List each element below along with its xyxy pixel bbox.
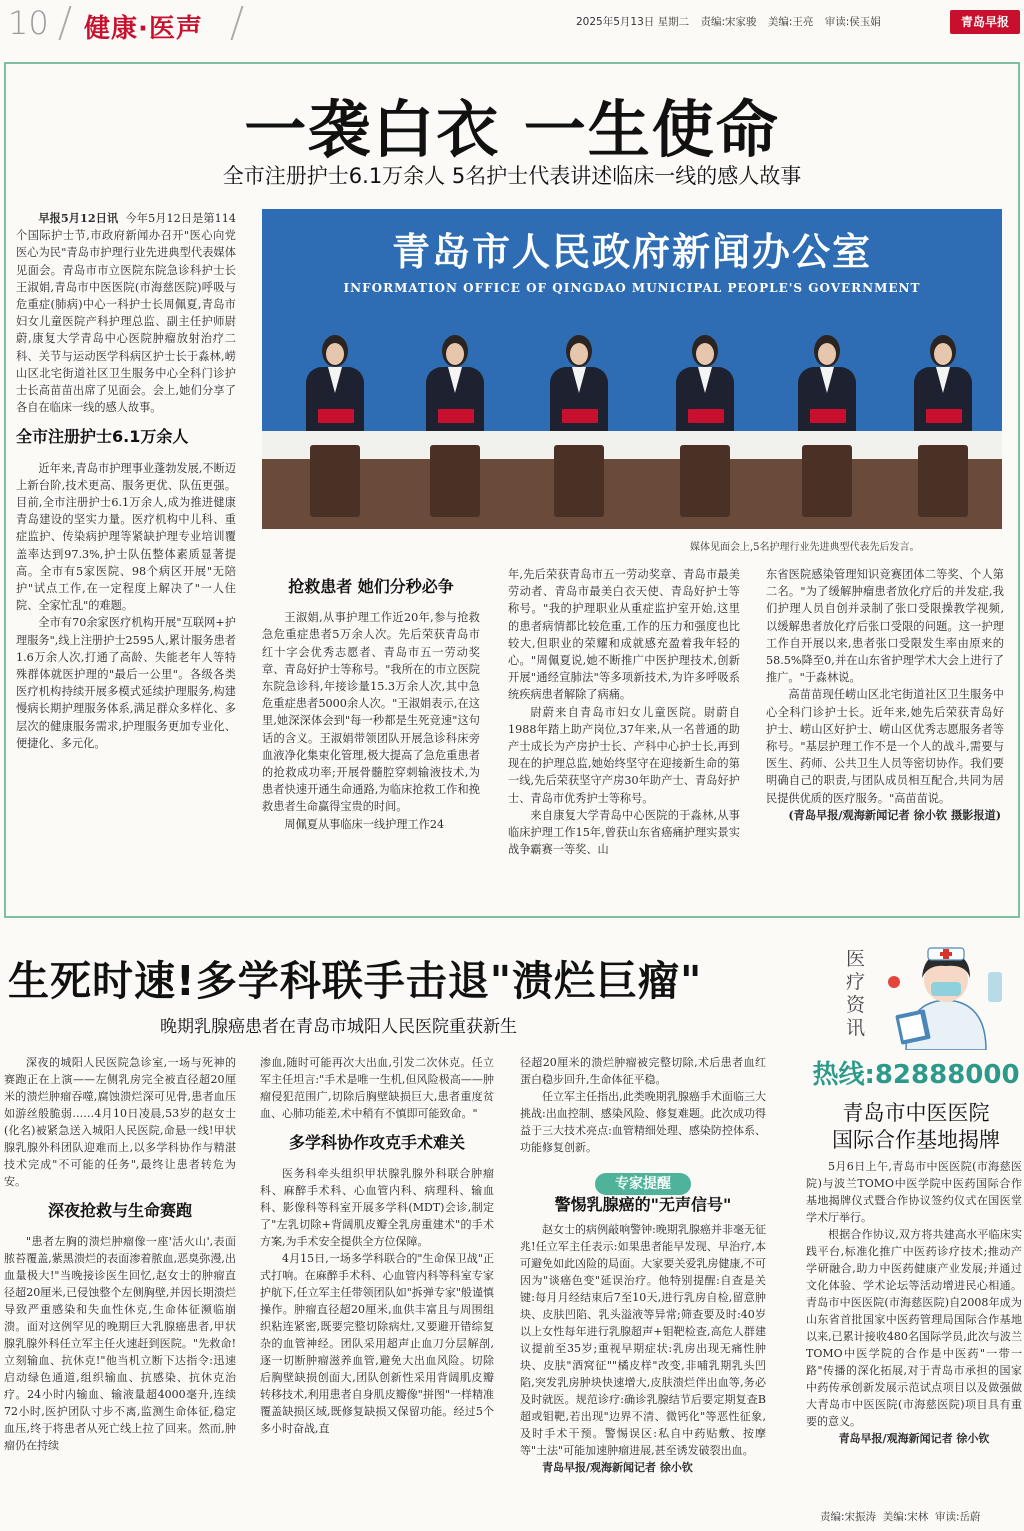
- nurse-illustration-icon: [876, 942, 1016, 1050]
- proofreader-credit: 审读:岳蔚: [934, 1511, 981, 1523]
- masthead-divider: [58, 6, 71, 40]
- lead-paragraph: 深夜的城阳人民医院急诊室,一场与死神的赛跑正在上演——左侧乳房完全被直径超20厘米的溃烂肿瘤吞噬,腐蚀溃烂深可见骨,患者血压如游丝般脆弱……4月10日凌晨,53岁的赵女士(化名)被紧急送入城阳人民医院,命悬一线!甲状腺乳腺外科团队迎难而上,以多学科协作与精湛技术完成"不可能的任务",最终让患者转危为安。: [4, 1056, 236, 1188]
- paragraph: 尉蔚来自青岛市妇女儿童医院。尉蔚自1988年踏上助产岗位,37年来,从一名普通的助产士成长为产房护士长、产科中心护士长,再到现在的护理总监,她始终坚守在迎接新生命的第一线,先后荣获坚守产房30年助产士、青岛好护士、青岛市优秀护士等称号。: [508, 705, 740, 805]
- chair: [918, 445, 968, 517]
- paragraph: 年,先后荣获青岛市五一劳动奖章、青岛市最美劳动者、青岛市最美白衣天使、青岛好护士等称号。"我的护理职业从重症监护室开始,这里的患者病情都比较危重,工作的压力和强度也比较大,但职业的荣耀和成就感充盈着我年轻的心。"周佩夏说,她不断推广中医护理技术,创新开展"通经宣肺法"等多项新技术,为许多呼吸系统疾病患者解除了病痛。: [508, 568, 740, 702]
- nameplate: [926, 409, 962, 423]
- nameplate: [318, 409, 354, 423]
- bottom-article-headline: 生死时速!多学科联手击退"溃烂巨瘤": [8, 957, 703, 1005]
- masthead-divider: [230, 6, 243, 40]
- paragraph: 来自康复大学青岛中心医院的于淼林,从事临床护理工作15年,曾获山东省癌痛护理实景实战争霸赛一等奖、山: [508, 808, 740, 857]
- sidebar-body: [806, 1158, 1022, 1504]
- masthead-meta: [576, 14, 889, 29]
- paragraph: 渗血,随时可能再次大出血,引发二次休克。任立军主任坦言:"手术是唯一生机,但风险极高——肿瘤侵犯范围广,切除后胸壁缺损巨大,患者重度贫血、心肺功能差,术中稍有不慎即可能致命。": [260, 1056, 494, 1120]
- paragraph: 赵女士的病例敲响警钟:晚期乳腺癌并非毫无征兆!任立军主任表示:如果患者能早发现、早治疗,本可避免如此凶险的局面。大家要关爱乳房健康,不可因为"谈癌色变"延误治疗。他特别提醒:自查是关键:每月月经结束后7至10天,进行乳房自检,留意肿块、皮肤凹陷、乳头溢液等异常;筛查要及时:40岁以上女性每年进行乳腺超声+钼靶检查,高危人群建议提前至35岁;重视早期症状:乳房出现无痛性肿块、皮肤"酒窝征""橘皮样"改变,非哺乳期乳头凹陷,突发乳房肿块快速增大,皮肤溃烂伴出血等,务必及时就医。规范诊疗:确诊乳腺结节后要定期复查B超或钼靶,若出现"边界不清、微钙化"等恶性征象,及时手术干预。警惕误区:私自中药贴敷、按摩等"土法"可能加速肿瘤进展,甚至诱发破裂出血。: [520, 1223, 766, 1457]
- chair: [430, 445, 480, 517]
- bottom-article-column-2: [260, 1054, 494, 1530]
- page-number: 10: [8, 4, 49, 42]
- bottom-article-subheadline: 晚期乳腺癌患者在青岛市城阳人民医院重获新生: [160, 1017, 517, 1037]
- dateline: 早报5月12日讯: [38, 211, 119, 225]
- byline: (青岛早报/观海新闻记者 徐小钦 摄影报道): [788, 807, 1002, 822]
- newspaper-logo: 青岛早报: [950, 10, 1020, 34]
- paragraph: 东省医院感染管理知识竞赛团体二等奖、个人第二名。"为了缓解肿瘤患者放化疗后的并发症,我们护理人员自创并录制了张口受限操教学视频,以缓解患者放化疗后张口受限的问题。这一护理工作自开展以来,患者张口受限发生率由原来的58.5%降至0,并在山东省护理学术大会上进行了推广。"于淼林说。: [766, 568, 1004, 685]
- top-article-column-3: [508, 566, 740, 902]
- sidebar-headline: 国际合作基地揭牌: [832, 1128, 1000, 1152]
- chair: [310, 445, 360, 517]
- paragraph: 径超20厘米的溃烂肿瘤被完整切除,术后患者血红蛋白稳步回升,生命体征平稳。: [520, 1056, 766, 1086]
- paragraph: 5月6日上午,青岛市中医医院(市海慈医院)与波兰TOMO中医学院中医药国际合作基地揭牌仪式暨合作协议签约仪式在国医堂学术厅举行。: [806, 1160, 1022, 1224]
- speaker-figure: [792, 335, 862, 445]
- chair: [554, 445, 604, 517]
- nameplate: [688, 409, 724, 423]
- speaker-figure: [670, 335, 740, 445]
- nameplate: [562, 409, 598, 423]
- paragraph: 周佩夏从事临床一线护理工作24: [284, 817, 445, 831]
- issue-date: 2025年5月13日 星期二: [576, 16, 690, 28]
- expert-tip-title: 警惕乳腺癌的"无声信号": [554, 1196, 732, 1214]
- nameplate: [438, 409, 474, 423]
- backdrop-subtitle: INFORMATION OFFICE OF QINGDAO MUNICIPAL PEOPLE'S GOVERNMENT: [343, 281, 921, 295]
- backdrop-title: 青岛市人民政府新闻办公室: [391, 230, 872, 274]
- hotline-number: 热线:82888000: [812, 1060, 1020, 1090]
- sidebar-headline: 青岛市中医医院: [842, 1101, 990, 1125]
- footer-credits: [820, 1509, 981, 1524]
- bottom-article-column-3: [520, 1054, 766, 1172]
- subsection-title: 全市注册护士6.1万余人: [16, 427, 189, 447]
- paragraph: 医务科牵头组织甲状腺乳腺外科联合肿瘤科、麻醉手术科、心血管内科、病理科、输血科、影像科等科室开展多学科(MDT)会诊,制定了"左乳切除+背阔肌皮瓣全乳房重建术"的手术方案,为手术安全提供全方位保障。: [260, 1167, 494, 1248]
- chair: [802, 445, 852, 517]
- subsection-title: 抢救患者 她们分秒必争: [288, 577, 454, 596]
- sidebar-label: 医疗资讯: [846, 948, 866, 1039]
- speaker-figure: [300, 335, 370, 445]
- photo-table: [262, 431, 1002, 459]
- top-article-column-2: [262, 566, 480, 902]
- press-conference-photo: [262, 209, 1002, 529]
- designer-credit: 美编:王亮: [767, 16, 814, 28]
- top-article-column-1: [16, 210, 236, 900]
- proofreader-credit: 审读:侯玉娟: [824, 16, 881, 28]
- paragraph: 高苗苗现任崂山区北宅街道社区卫生服务中心全科门诊护士长。近年来,她先后荣获青岛好护士、崂山区好护士、崂山区优秀志愿服务者等称号。"基层护理工作不是一个人的战斗,需要与医生、药师、公共卫生人员等密切协作。我们要明确自己的职责,与团队成员相互配合,共同为居民提供优质的医疗服务。"高苗苗说。: [766, 688, 1004, 805]
- speaker-figure: [908, 335, 978, 445]
- top-article-subheadline: 全市注册护士6.1万余人 5名护士代表讲述临床一线的感人故事: [222, 164, 802, 188]
- subsection-title: 多学科协作攻克手术难关: [288, 1133, 465, 1152]
- byline: 青岛早报/观海新闻记者 徐小钦: [542, 1461, 693, 1474]
- byline: 青岛早报/观海新闻记者 徐小钦: [838, 1432, 990, 1445]
- section-title: 健康·医声: [84, 14, 203, 44]
- paragraph: 4月15日,一场多学科联合的"生命保卫战"正式打响。在麻醉手术科、心血管内科等科室专家护航下,任立军主任带领团队如"拆弹专家"般谨慎操作。肿瘤直径超20厘米,血供丰富且与周围组织粘连紧密,既要完整切除病灶,又要避开错综复杂的血管神经。团队采用超声止血刀分层解剖,逐一切断肿瘤滋养血管,避免大出血风险。切除后胸壁缺损创面大,团队创新性采用背阔肌皮瓣转移技术,利用患者自身肌皮瓣像"拼图"一样精准覆盖缺损区域,既修复缺损又保留功能。经过5个多小时奋战,直: [260, 1252, 494, 1435]
- paragraph: 王淑娟,从事护理工作近20年,参与抢救急危重症患者5万余人次。先后荣获青岛市红十字会优秀志愿者、青岛市五一劳动奖章、青岛好护士等称号。"我所在的市立医院东院急诊科,年接诊量15.3万余人次,其中急危重症患者5000余人次。"王淑娟表示,在这里,她深深体会到"每一秒都是生死竞速"这句话的含义。王淑娟带领团队开展急诊科床旁血液净化集束化管理,极大提高了急危重患者的抢救成功率;开展骨髓腔穿刺输液技术,为患者快速开通生命通路,为临床抢救工作和挽救患者生命赢得宝贵的时间。: [262, 611, 480, 814]
- speaker-figure: [420, 335, 490, 445]
- lead-paragraph: 今年5月12日是第114个国际护士节,市政府新闻办召开"医心向党 医心为民"青岛市护理行业先进典型代表媒体见面会。青岛市市立医院东院急诊科护士长王淑娟,青岛市中医医院(市海慈医院)呼吸与危重症(肺病)中心一科护士长周佩夏,青岛市妇女儿童医院产科护理总监、副主任护师尉蔚,康复大学青岛中心医院肿瘤放射治疗二科、关节与运动医学科病区护士长于淼林,崂山区北宅街道社区卫生服务中心全科门诊护士长高苗苗出席了见面会。会上,她们分享了各自在临床一线的感人故事。: [16, 212, 236, 415]
- paragraph: 任立军主任指出,此类晚期乳腺癌手术面临三大挑战:出血控制、感染风险、修复难题。此次成功得益于三大技术亮点:血管精细处理、感染防控体系、功能修复创新。: [520, 1090, 766, 1154]
- chair: [680, 445, 730, 517]
- expert-tip-box: [520, 1196, 766, 1530]
- top-article-column-4: [766, 566, 1004, 902]
- paragraph: 全市有70余家医疗机构开展"互联网+护理服务",线上注册护士2595人,累计服务患者1.6万余人次,打通了高龄、失能老年人等特殊群体就医护理的"最后一公里"。各级各类医疗机构持续开展多模式延续护理服务,构建慢病长期护理服务体系,满足群众多样化、多层次的健康服务需求,护理服务更加专业化、便捷化、多元化。: [16, 616, 236, 750]
- photo-caption: 媒体见面会上,5名护理行业先进典型代表先后发言。: [690, 542, 920, 553]
- subsection-title: 深夜抢救与生命赛跑: [47, 1201, 192, 1220]
- top-article-headline: 一袭白衣 一生使命: [244, 93, 780, 166]
- editor-credit: 责编:宋家骏: [700, 16, 757, 28]
- bottom-article-column-1: [4, 1054, 236, 1530]
- paragraph: 根据合作协议,双方将共建高水平临床实践平台,标准化推广中医药诊疗技术;推动产学研融合,助力中医药健康产业发展;并通过文化体验、学术论坛等活动增进民心相通。青岛市中医医院(市海慈医院)自2008年成为山东省首批国家中医药管理局国际合作基地以来,已累计接收480名国际学员,此次与波兰TOMO中医学院的合作是中医药"一带一路"传播的深化拓展,对于青岛市承担的国家中药传承创新发展示范试点项目以及做强做大青岛市中医医院(市海慈医院)项目具有重要的意义。: [806, 1228, 1022, 1428]
- expert-tip-badge: 专家提醒: [595, 1173, 691, 1195]
- nameplate: [810, 409, 846, 423]
- speaker-figure: [544, 335, 614, 445]
- paragraph: 近年来,青岛市护理事业蓬勃发展,不断迈上新台阶,技术更高、服务更优、队伍更强。目前,全市注册护士6.1万余人,成为推进健康青岛建设的坚实力量。医疗机构中儿科、重症监护、传染病护理等紧缺护理专业培训覆盖率达到97.3%,护士队伍整体素质显著提高。全市有5家医院、98个病区开展"无陪护"试点工作,在一定程度上解决了"一人住院、全家忙乱"的难题。: [16, 461, 236, 613]
- designer-credit: 美编:宋林: [882, 1511, 929, 1523]
- paragraph: "患者左胸的溃烂肿瘤像一座'活火山',表面脓苔覆盖,紫黑溃烂的表面渗着脓血,恶臭弥漫,出血量极大!"当晚接诊医生回忆,赵女士的肿瘤直径超20厘米,已侵蚀整个左侧胸壁,并因长期溃烂导致严重感染和失血性休克,生命体征濒临崩溃。面对这例罕见的晚期巨大乳腺癌患者,甲状腺乳腺外科任立军主任火速赶到医院。"先救命!立刻输血、抗休克!"他当机立断下达指令:迅速启动绿色通道,组织输血、抗感染、抗休克治疗。24小时内输血、输液量超4000毫升,连续72小时,医护团队寸步不离,监测生命体征,稳定血压,终于将患者从死亡线上拉了回来。然而,肿瘤仍在持续: [4, 1235, 236, 1452]
- editor-credit: 责编:宋振涛: [820, 1511, 877, 1523]
